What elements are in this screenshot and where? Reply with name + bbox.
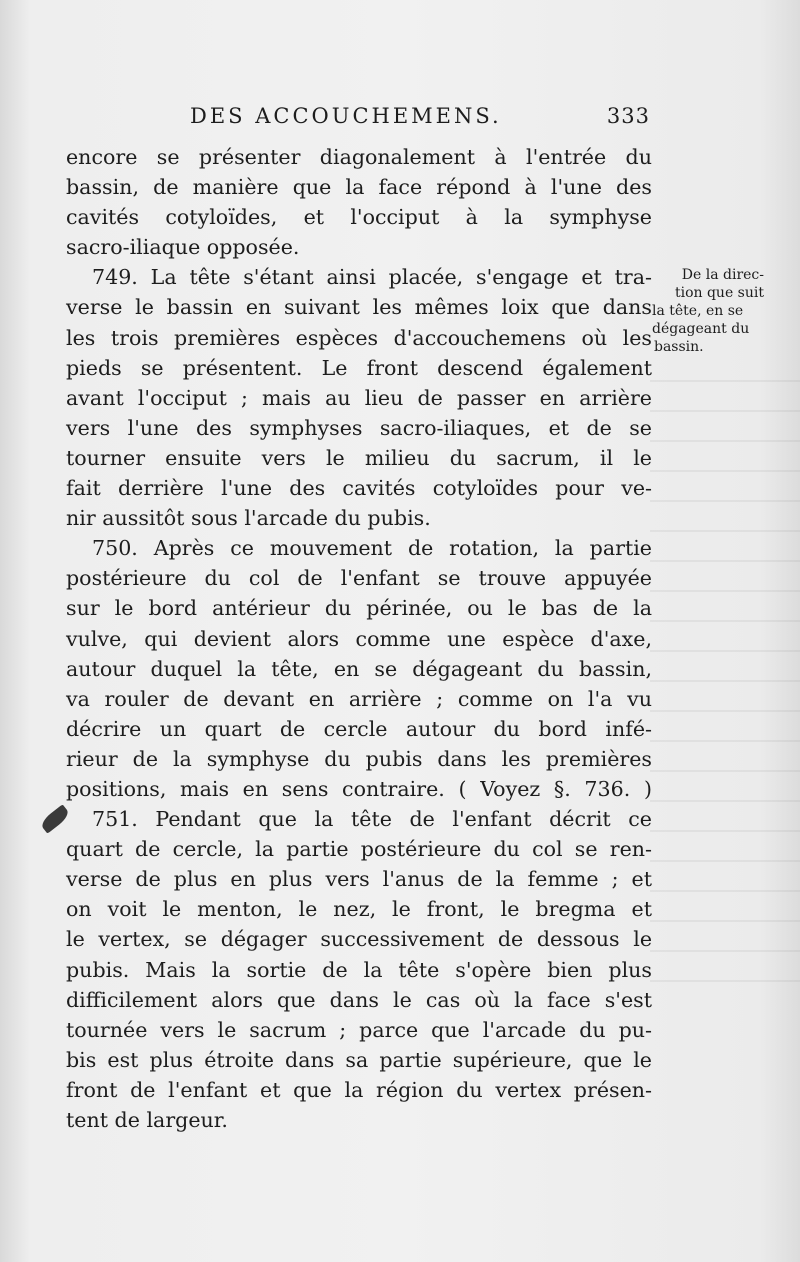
text-line: cavités cotyloïdes, et l'occiput à la symphyse — [66, 205, 652, 230]
text-line: front de l'enfant et que la région du vertex présen- — [66, 1077, 652, 1102]
paragraph-750-start: 750. Après ce mouvement de rotation, la partie — [92, 536, 652, 561]
text-line: nir aussitôt sous l'arcade du pubis. — [66, 506, 431, 531]
text-line: les trois premières espèces d'accouchemens où les — [66, 325, 652, 350]
text-line: fait derrière l'une des cavités cotyloïdes pour ve- — [66, 476, 652, 501]
text-line: bassin, de manière que la face répond à l'une des — [66, 175, 652, 200]
text-line: tent de largeur. — [66, 1108, 228, 1132]
paragraph-749-start: 749. La tête s'étant ainsi placée, s'engage et tra- — [92, 265, 652, 290]
paragraph-751-start: 751. Pendant que la tête de l'enfant décrit ce — [92, 807, 652, 832]
text-line: va rouler de devant en arrière ; comme on l'a vu — [66, 686, 652, 711]
text-line: verse de plus en plus vers l'anus de la femme ; et — [66, 867, 652, 892]
text-line: pieds se présentent. Le front descend également — [66, 355, 652, 380]
text-line: vers l'une des symphyses sacro-iliaques, et de se — [66, 415, 652, 440]
body-text — [66, 142, 652, 1135]
bleed-through-shadow — [650, 380, 800, 1000]
text-line: sacro-iliaque opposée. — [66, 235, 300, 260]
margin-note-line: bassin. — [654, 339, 704, 355]
margin-note-line: dégageant du — [652, 321, 750, 337]
page-number: 333 — [606, 104, 650, 128]
text-line: on voit le menton, le nez, le front, le bregma et — [66, 897, 652, 922]
text-line: pubis. Mais la sortie de la tête s'opère bien plus — [66, 957, 652, 982]
text-line: difficilement alors que dans le cas où la face s'est — [66, 987, 652, 1012]
running-header — [190, 104, 650, 136]
text-line: quart de cercle, la partie postérieure du col se ren- — [66, 837, 652, 862]
text-line: tournée vers le sacrum ; parce que l'arcade du pu- — [66, 1017, 652, 1042]
margin-note — [652, 266, 772, 356]
margin-note-line: la tête, en se — [652, 303, 744, 319]
text-line: verse le bassin en suivant les mêmes loix que dans — [66, 295, 652, 320]
text-line: tourner ensuite vers le milieu du sacrum, il le — [66, 445, 652, 470]
text-line: encore se présenter diagonalement à l'entrée du — [66, 145, 652, 169]
text-line: autour duquel la tête, en se dégageant du bassin, — [66, 656, 652, 681]
text-line: positions, mais en sens contraire. ( Voyez §. 736. ) — [66, 776, 652, 801]
text-line: décrire un quart de cercle autour du bord infé- — [66, 716, 652, 741]
text-line: sur le bord antérieur du périnée, ou le bas de la — [66, 596, 652, 621]
text-line: rieur de la symphyse du pubis dans les premières — [66, 746, 652, 771]
text-line: bis est plus étroite dans sa partie supérieure, que le — [66, 1047, 652, 1072]
margin-note-line: De la direc- — [681, 267, 764, 283]
text-line: vulve, qui devient alors comme une espèce d'axe, — [66, 626, 652, 651]
margin-note-line: tion que suit — [674, 285, 764, 301]
running-title: DES ACCOUCHEMENS. — [190, 104, 502, 128]
text-line: le vertex, se dégager successivement de dessous le — [66, 927, 652, 952]
text-line: postérieure du col de l'enfant se trouve appuyée — [66, 566, 652, 591]
text-line: avant l'occiput ; mais au lieu de passer en arrière — [66, 385, 652, 410]
